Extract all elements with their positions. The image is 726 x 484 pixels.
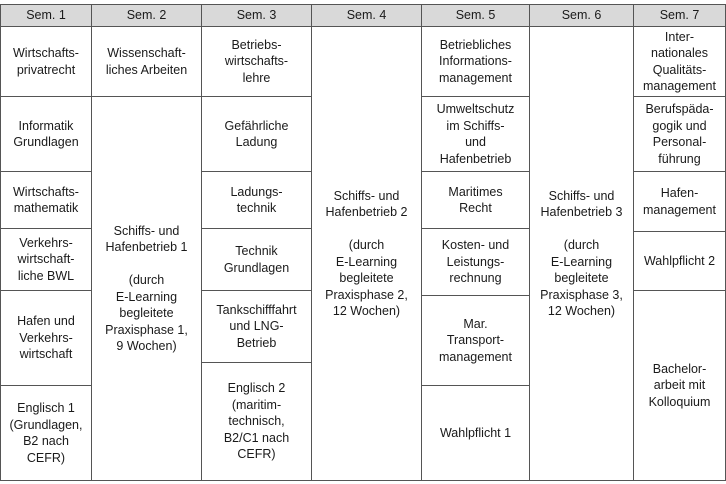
- module-cell: Mar. Transport- management: [421, 295, 530, 386]
- module-cell: Wirtschafts- mathematik: [0, 171, 92, 229]
- header-sem-2: Sem. 2: [91, 4, 202, 27]
- module-cell: Betriebs- wirtschafts- lehre: [201, 26, 312, 97]
- module-cell: Englisch 2 (maritim- technisch, B2/C1 nach CEFR): [201, 362, 312, 481]
- module-cell: Tankschifffahrt und LNG- Betrieb: [201, 290, 312, 363]
- module-cell: Berufspäda- gogik und Personal- führung: [633, 96, 726, 172]
- module-cell: Ladungs- technik: [201, 171, 312, 229]
- module-cell: Informatik Grundlagen: [0, 96, 92, 172]
- header-sem-3: Sem. 3: [201, 4, 312, 27]
- module-cell: Wahlpflicht 2: [633, 231, 726, 291]
- module-cell: Technik Grundlagen: [201, 228, 312, 291]
- module-cell: Kosten- und Leistungs- rechnung: [421, 228, 530, 296]
- header-sem-5: Sem. 5: [421, 4, 530, 27]
- header-sem-7: Sem. 7: [633, 4, 726, 27]
- module-cell: Umweltschutz im Schiffs- und Hafenbetrieb: [421, 96, 530, 172]
- module-cell: Schiffs- und Hafenbetrieb 3 (durch E-Learning begleitete Praxisphase 3, 12 Wochen): [529, 26, 634, 481]
- module-cell: Wissenschaft- liches Arbeiten: [91, 26, 202, 97]
- module-cell: Inter- nationales Qualitäts- management: [633, 26, 726, 97]
- header-sem-6: Sem. 6: [529, 4, 634, 27]
- module-cell: Verkehrs- wirtschaft- liche BWL: [0, 228, 92, 291]
- module-cell: Schiffs- und Hafenbetrieb 1 (durch E-Learning begleitete Praxisphase 1, 9 Wochen): [91, 96, 202, 481]
- module-cell: Hafen und Verkehrs- wirtschaft: [0, 290, 92, 386]
- header-sem-1: Sem. 1: [0, 4, 92, 27]
- module-cell: Maritimes Recht: [421, 171, 530, 229]
- module-cell: Gefährliche Ladung: [201, 96, 312, 172]
- module-cell: Bachelor- arbeit mit Kolloquium: [633, 290, 726, 481]
- header-sem-4: Sem. 4: [311, 4, 422, 27]
- module-cell: Hafen- management: [633, 171, 726, 232]
- module-cell: Wirtschafts- privatrecht: [0, 26, 92, 97]
- module-cell: Englisch 1 (Grundlagen, B2 nach CEFR): [0, 385, 92, 481]
- module-cell: Schiffs- und Hafenbetrieb 2 (durch E-Learning begleitete Praxisphase 2, 12 Wochen): [311, 26, 422, 481]
- module-cell: Wahlpflicht 1: [421, 385, 530, 481]
- module-cell: Betriebliches Informations- management: [421, 26, 530, 97]
